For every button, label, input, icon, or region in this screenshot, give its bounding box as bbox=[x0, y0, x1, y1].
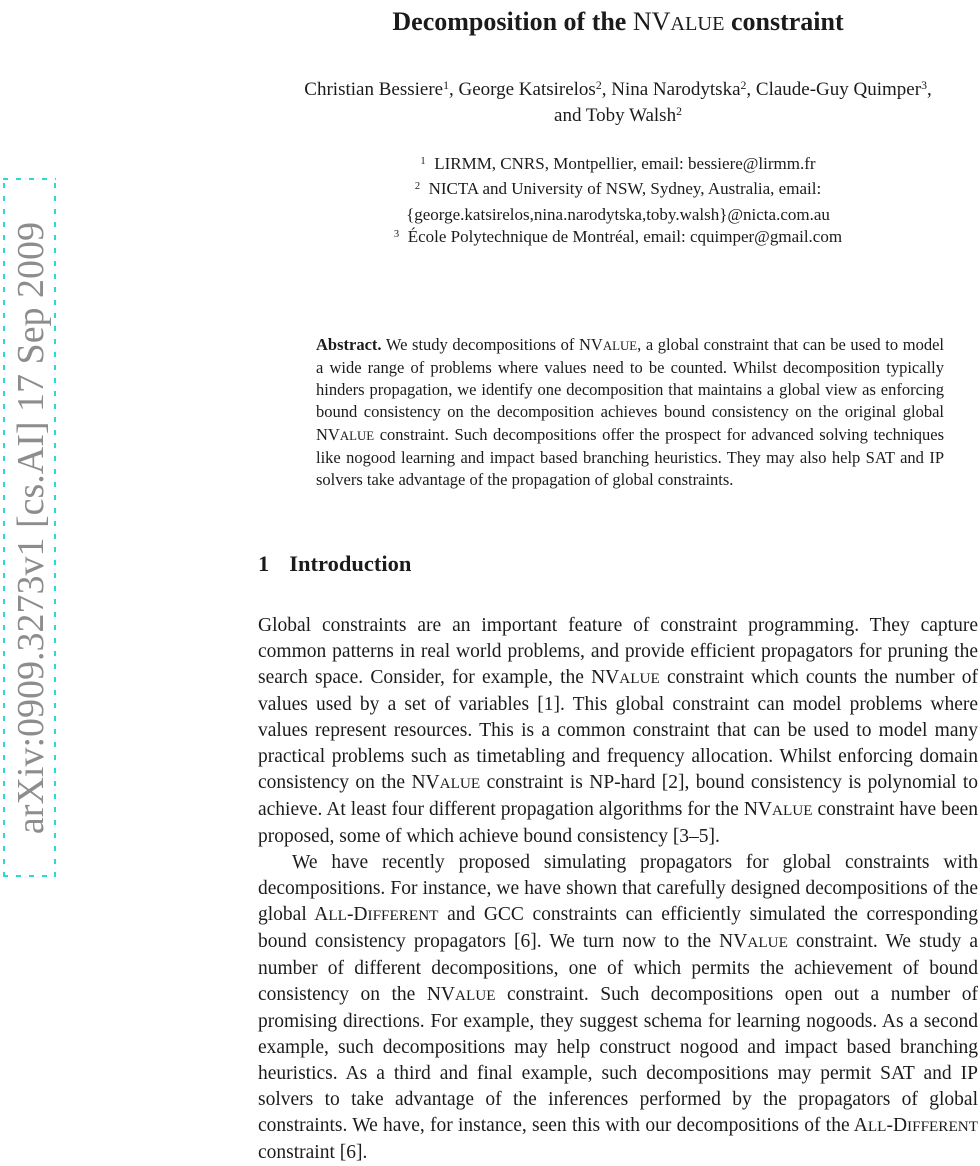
stamp-dashed-border-top bbox=[3, 178, 56, 180]
arxiv-identifier-text: arXiv:0909.3273v1 [cs.AI] 17 Sep 2009 bbox=[10, 221, 52, 835]
section-title: Introduction bbox=[289, 550, 412, 576]
paper-content-column bbox=[258, 0, 978, 1166]
author-line-1: Christian Bessiere$^1$, George Katsirelos$^2$, Nina Narodytska$^2$, Claude-Guy Quimper$^3$, bbox=[304, 78, 932, 100]
paper-title: Decomposition of the NVALUE constraint bbox=[392, 7, 844, 36]
intro-paragraph-1: Global constraints are an important feature of constraint programming. They capture common patterns in real world problems, and provide efficient propagators for pruning the search space. Consider, for example, the NVALUE constraint which counts the number of values used by a set of variables [1]. This global constraint can model problems where values represent resources. This is a common constraint that can be used to model many practical problems such as timetabling and frequency allocation. Whilst enforcing domain consistency on the NVALUE constraint is NP-hard [2], bound consistency is polynomial to achieve. At least four different propagation algorithms for the NVALUE constraint have been proposed, some of which achieve bound consistency [3–5]. bbox=[258, 614, 978, 847]
affiliation-line-3: {george.katsirelos,nina.narodytska,toby.walsh}@nicta.com.au bbox=[406, 204, 830, 224]
affiliations bbox=[258, 153, 978, 252]
intro-paragraph-2: We have recently proposed simulating propagators for global constraints with decompositions. For instance, we have shown that carefully designed decompositions of the global ALL-DIFFERENT and GCC constraints can efficiently simulated the corresponding bound consistency propagators [6]. We turn now to the NVALUE constraint. We study a number of different decompositions, one of which permits the achievement of bound consistency on the NVALUE constraint. Such decompositions open out a number of promising directions. For example, they suggest schema for learning nogoods. As a second example, such decompositions may help construct nogood and impact based branching heuristics. As a third and final example, such decompositions may permit SAT and IP solvers to take advantage of the inferences performed by the propagators of global constraints. We have, for instance, seen this with our decompositions of the ALL-DIFFERENT constraint [6]. bbox=[258, 851, 979, 1163]
section-heading-introduction bbox=[258, 550, 978, 578]
author-list bbox=[258, 78, 978, 130]
arxiv-stamp bbox=[3, 178, 56, 877]
abstract: Abstract. We study decompositions of NVALUE, a global constraint that can be used to model a wide range of problems where values need to be counted. Whilst decomposition typically hinders propagation, we identify one decomposition that maintains a global view as enforcing bound consistency on the decomposition achieves bound consistency on the original global NVALUE constraint. Such decompositions offer the prospect for advanced solving techniques like nogood learning and impact based branching heuristics. They may also help SAT and IP solvers take advantage of the propagation of global constraints. bbox=[316, 334, 944, 490]
affiliation-line-2: $^2$ NICTA and University of NSW, Sydney, Australia, email: bbox=[414, 179, 822, 198]
section-number: 1 bbox=[258, 550, 270, 576]
stamp-dashed-border-bottom bbox=[3, 875, 56, 877]
affiliation-line-4: $^3$ École Polytechnique de Montréal, email: cquimper@gmail.com bbox=[393, 227, 843, 246]
affiliation-line-1: $^1$ LIRMM, CNRS, Montpellier, email: bessiere@lirmm.fr bbox=[420, 153, 816, 173]
stamp-dashed-border-left bbox=[3, 178, 5, 877]
author-line-2: and Toby Walsh$^2$ bbox=[554, 104, 682, 126]
